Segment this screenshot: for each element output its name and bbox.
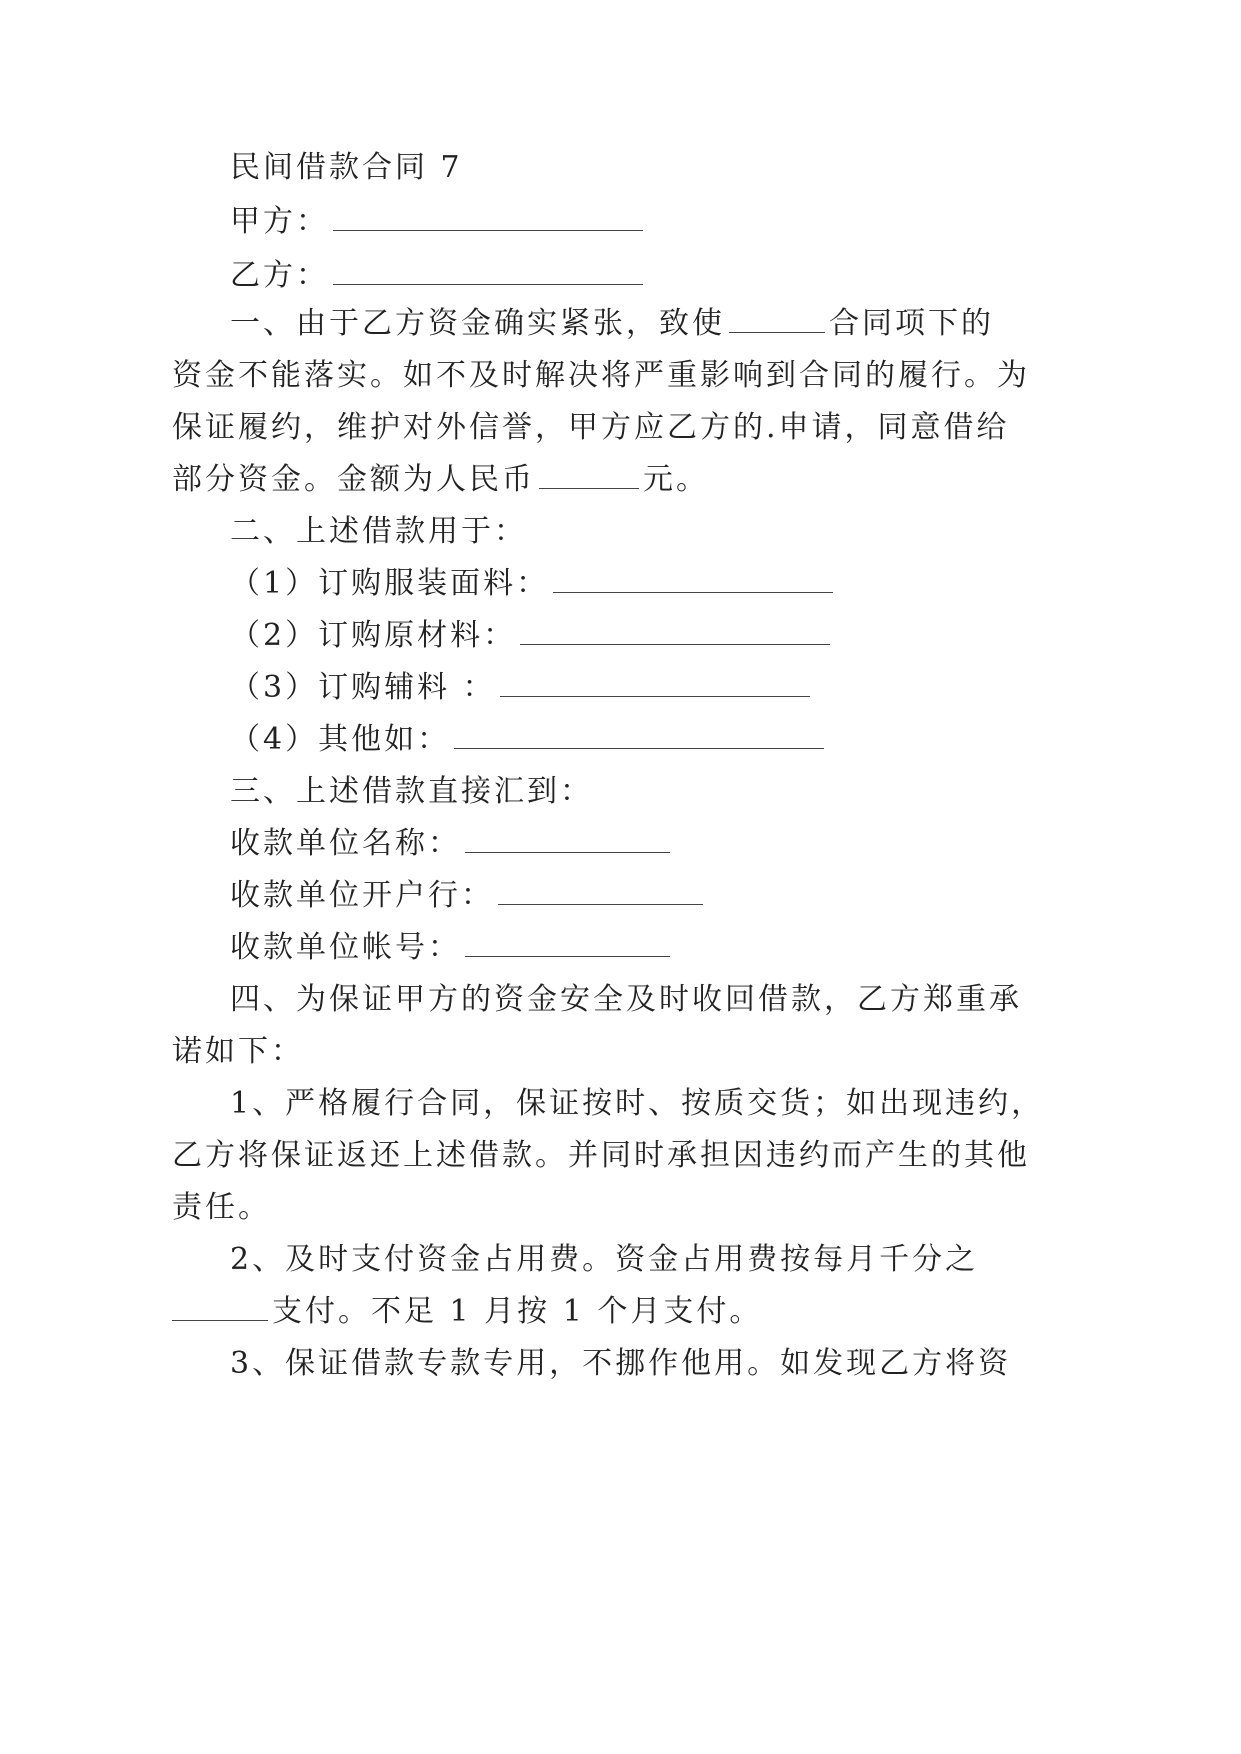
party-b-blank [333, 260, 643, 285]
clause4-item1-line3: 责任。 [172, 1190, 271, 1225]
clause2-item4: （4）其他如： [230, 722, 828, 758]
clause1-line2: 资金不能落实。如不及时解决将严重影响到合同的履行。为 [172, 358, 1030, 393]
clause4-line1: 四、为保证甲方的资金安全及时收回借款，乙方郑重承 [230, 982, 1022, 1017]
clause4-item2-line1: 2、及时支付资金占用费。资金占用费按每月千分之 [230, 1242, 979, 1277]
payee-name-blank [465, 828, 670, 853]
payee-bank-blank [498, 880, 703, 905]
clause3-heading: 三、上述借款直接汇到： [230, 774, 593, 809]
rate-blank [172, 1296, 268, 1321]
clause2-item3: （3）订购辅料 ： [230, 670, 814, 706]
material-blank [520, 620, 830, 645]
party-a-blank [333, 206, 643, 231]
fabric-blank [553, 568, 833, 593]
payee-name-line: 收款单位名称： [230, 826, 674, 862]
payee-bank-line: 收款单位开户行： [230, 878, 707, 914]
clause2-heading: 二、上述借款用于： [230, 514, 527, 549]
other-blank [454, 724, 824, 749]
clause1-line4: 部分资金。金额为人民币 元。 [172, 462, 709, 497]
clause2-item2: （2）订购原材料： [230, 618, 834, 654]
payee-account-line: 收款单位帐号： [230, 930, 674, 966]
clause1-line1: 一、由于乙方资金确实紧张，致使 合同项下的 [230, 306, 994, 341]
party-b-line: 乙方： [230, 258, 647, 294]
accessory-blank [500, 672, 810, 697]
clause4-line2: 诺如下： [172, 1034, 304, 1069]
clause1-line3: 保证履约，维护对外信誉，甲方应乙方的.申请，同意借给 [172, 410, 1010, 445]
amount-blank [539, 464, 639, 489]
payee-account-blank [465, 932, 670, 957]
clause2-item1: （1）订购服装面料： [230, 566, 837, 602]
contract-name-blank [729, 308, 825, 333]
clause4-item1-line2: 乙方将保证返还上述借款。并同时承担因违约而产生的其他 [172, 1138, 1030, 1173]
clause4-item3-line1: 3、保证借款专款专用，不挪作他用。如发现乙方将资 [230, 1346, 1012, 1381]
clause4-item2-line2: 支付。不足 1 月按 1 个月支付。 [172, 1294, 762, 1330]
contract-title: 民间借款合同 7 [230, 150, 463, 185]
clause4-item1-line1: 1、严格履行合同，保证按时、按质交货；如出现违约， [230, 1086, 1045, 1121]
party-a-line: 甲方： [230, 204, 647, 240]
